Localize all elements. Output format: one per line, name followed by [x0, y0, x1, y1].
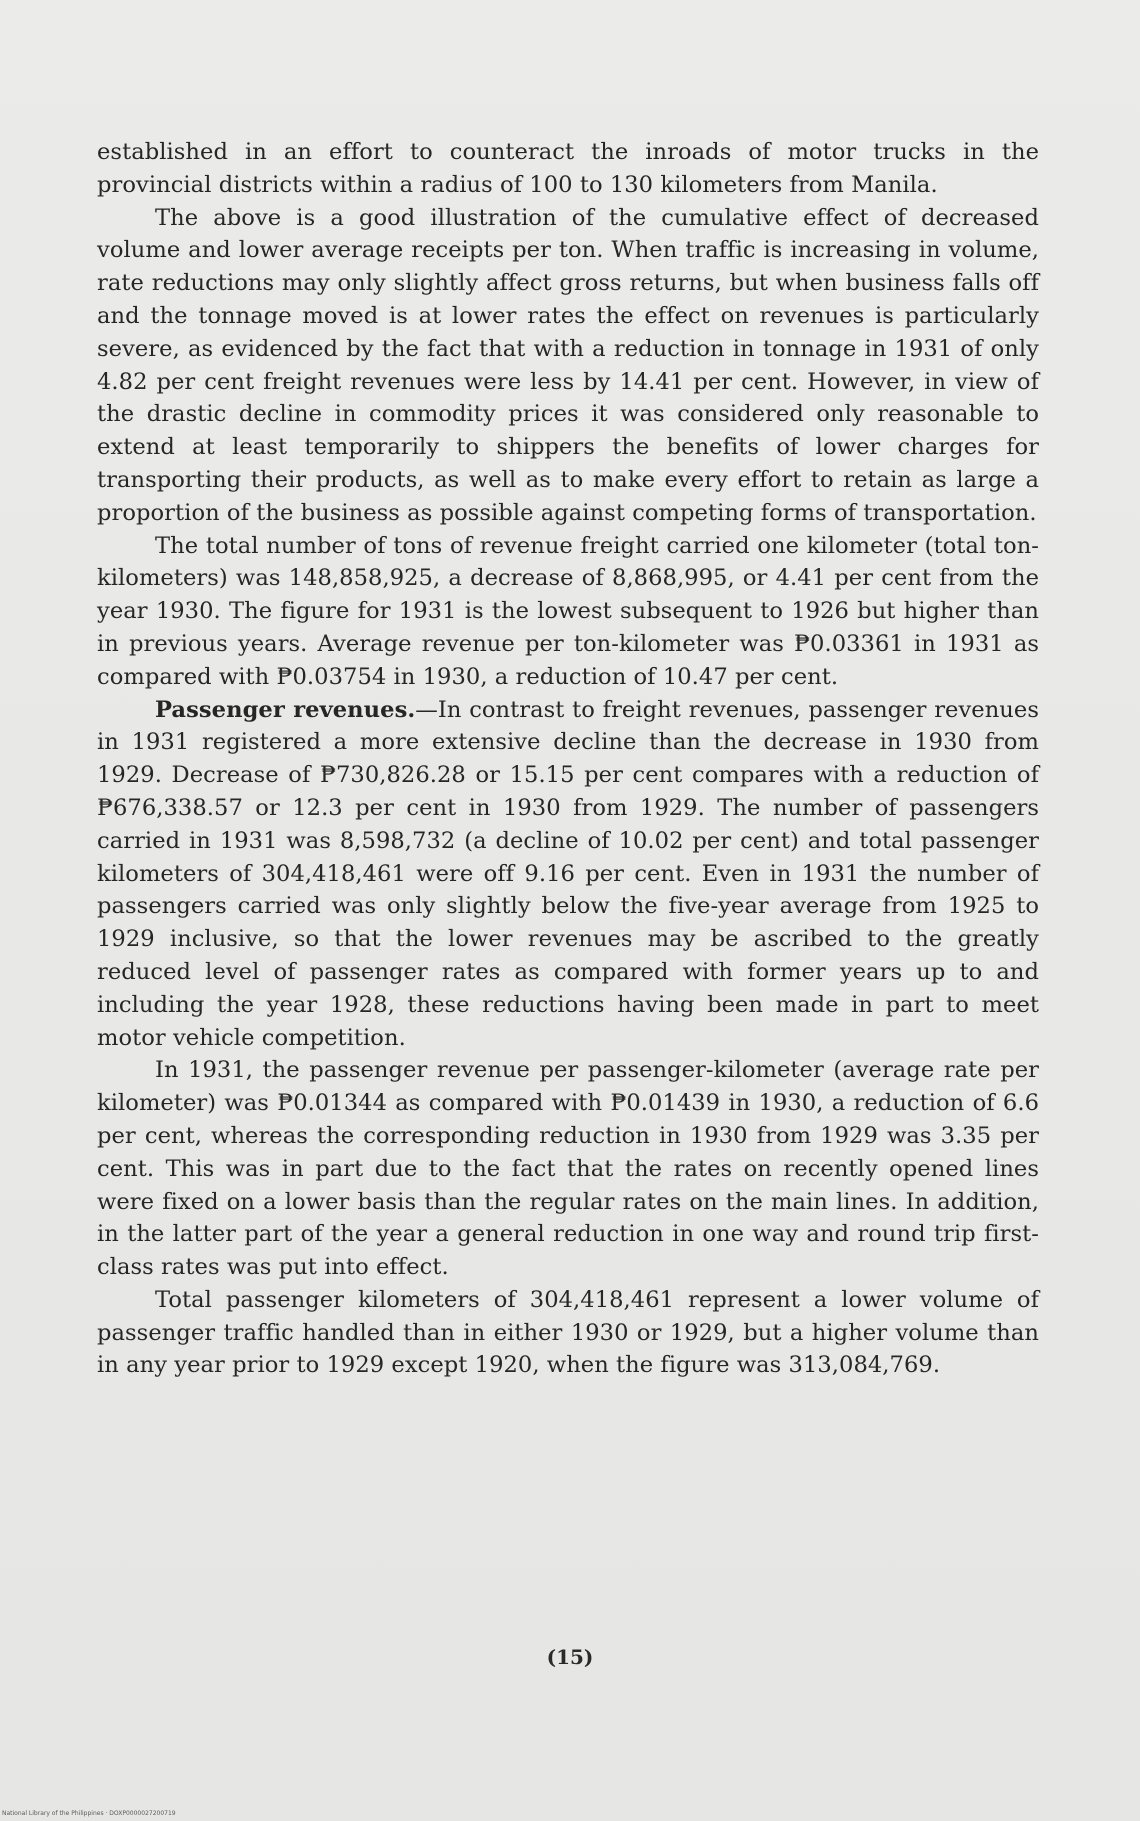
paragraph-rate-per-kilometer: In 1931, the passenger revenue per passenger-kilometer (average rate per kilometer) was ₱0.01344 as compared with ₱0.01439 in 1930, a reduction of 6.6 per cent, whereas the corresponding reduction in 1930 from 1929 was 3.35 per cent. This was in part due to the fact that the rates on recently opened lines were fixed on a lower basis than the regular rates on the main lines. In addition, in the latter part of the year a general reduction in one way and round trip first-class rates was put into effect. [97, 1057, 1039, 1281]
section-lead-passenger-revenues: Passenger revenues. [155, 696, 416, 723]
paragraph-continuation: established in an effort to counteract the inroads of motor trucks in the provincial districts within a radius of 100 to 130 kilometers from Manila. [97, 139, 1039, 198]
body-text [97, 136, 1039, 1382]
paragraph-passenger-revenues-text: —In contrast to freight revenues, passenger revenues in 1931 registered a more extensive decline than the decrease in 1930 from 1929. Decrease of ₱730,826.28 or 15.15 per cent compares with a reduction of ₱676,338.57 or 12.3 per cent in 1930 from 1929. The number of passengers carried in 1931 was 8,598,732 (a decline of 10.02 per cent) and total passenger kilometers of 304,418,461 were off 9.16 per cent. Even in 1931 the number of passengers carried was only slightly below the five-year average from 1925 to 1929 inclusive, so that the lower revenues may be ascribed to the greatly reduced level of passenger rates as compared with former years up to and including the year 1928, these reductions having been made in part to meet motor vehicle competition. [97, 696, 1039, 1051]
paragraph-cumulative-effect: The above is a good illustration of the cumulative effect of decreased volume and lower average receipts per ton. When traffic is increasing in volume, rate reductions may only slightly affect gross returns, but when business falls off and the tonnage moved is at lower rates the effect on revenues is particularly severe, as evidenced by the fact that with a reduction in tonnage in 1931 of only 4.82 per cent freight revenues were less by 14.41 per cent. However, in view of the drastic decline in commodity prices it was considered only reasonable to extend at least temporarily to shippers the benefits of lower charges for transporting their products, as well as to make every effort to retain as large a proportion of the business as possible against competing forms of transportation. [97, 204, 1039, 526]
footer-credit: National Library of the Philippines · DOXP0000027200719 [2, 1810, 176, 1817]
paragraph-passenger-revenues [97, 694, 1039, 1055]
paragraph-ton-kilometers: The total number of tons of revenue freight carried one kilometer (total ton-kilometers) was 148,858,925, a decrease of 8,868,995, or 4.41 per cent from the year 1930. The figure for 1931 is the lowest subsequent to 1926 but higher than in previous years. Average revenue per ton-kilometer was ₱0.03361 in 1931 as compared with ₱0.03754 in 1930, a reduction of 10.47 per cent. [97, 532, 1039, 690]
page-number: (15) [546, 1645, 594, 1669]
paragraph-passenger-kilometers: Total passenger kilometers of 304,418,461 represent a lower volume of passenger traffic handled than in either 1930 or 1929, but a higher volume than in any year prior to 1929 except 1920, when the figure was 313,084,769. [97, 1286, 1039, 1379]
